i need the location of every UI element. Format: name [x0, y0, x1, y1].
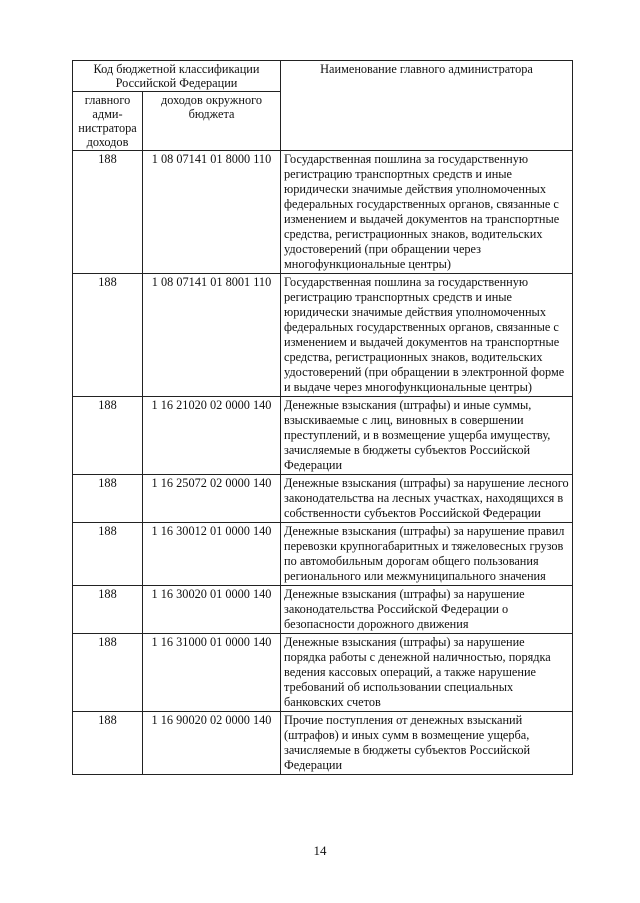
- cell-administrator-code: 188: [73, 523, 143, 586]
- header-classification-code: Код бюджетной классификации Российской Федерации: [73, 61, 281, 92]
- header-main-administrator: главного адми-нистратора доходов: [73, 92, 143, 151]
- table-row: [73, 274, 573, 397]
- cell-income-code: 1 16 30012 01 0000 140: [143, 523, 281, 586]
- table-header: [73, 61, 573, 151]
- cell-income-code: 1 16 90020 02 0000 140: [143, 712, 281, 775]
- cell-administrator-name: Прочие поступления от денежных взысканий (штрафов) и иных сумм в возмещение ущерба, зачисляемые в бюджеты субъектов Российской Федерации: [281, 712, 573, 775]
- table-row: [73, 634, 573, 712]
- cell-administrator-code: 188: [73, 397, 143, 475]
- cell-administrator-name: Государственная пошлина за государственную регистрацию транспортных средств и иные юридически значимые действия уполномоченных федеральных государственных органов, связанные с изменением и выдачей документов на транспортные средства, регистрационных знаков, водительских удостоверений (при обращении в электронной форме и выдаче через многофункциональные центры): [281, 274, 573, 397]
- table-body: [73, 151, 573, 775]
- cell-income-code: 1 08 07141 01 8000 110: [143, 151, 281, 274]
- cell-administrator-name: Денежные взыскания (штрафы) за нарушение лесного законодательства на лесных участках, находящихся в собственности субъектов Российской Федерации: [281, 475, 573, 523]
- cell-administrator-code: 188: [73, 274, 143, 397]
- page-number: 14: [313, 843, 327, 858]
- cell-administrator-code: 188: [73, 151, 143, 274]
- table-row: [73, 523, 573, 586]
- budget-classification-table: [72, 60, 573, 775]
- cell-administrator-name: Государственная пошлина за государственную регистрацию транспортных средств и иные юридически значимые действия уполномоченных федеральных государственных органов, связанные с изменением и выдачей документов на транспортные средства, регистрационных знаков, водительских удостоверений (при обращении через многофункциональные центры): [281, 151, 573, 274]
- header-district-budget-income: доходов окружного бюджета: [143, 92, 281, 151]
- cell-income-code: 1 16 21020 02 0000 140: [143, 397, 281, 475]
- cell-administrator-code: 188: [73, 475, 143, 523]
- cell-administrator-name: Денежные взыскания (штрафы) за нарушение законодательства Российской Федерации о безопасности дорожного движения: [281, 586, 573, 634]
- cell-administrator-code: 188: [73, 586, 143, 634]
- cell-administrator-name: Денежные взыскания (штрафы) и иные суммы, взыскиваемые с лиц, виновных в совершении преступлений, и в возмещение ущерба имуществу, зачисляемые в бюджеты субъектов Российской Федерации: [281, 397, 573, 475]
- cell-administrator-code: 188: [73, 634, 143, 712]
- cell-administrator-name: Денежные взыскания (штрафы) за нарушение порядка работы с денежной наличностью, порядка ведения кассовых операций, а также нарушение требований об использовании специальных банковских счетов: [281, 634, 573, 712]
- table-row: [73, 712, 573, 775]
- cell-administrator-code: 188: [73, 712, 143, 775]
- table-row: [73, 397, 573, 475]
- table-row: [73, 586, 573, 634]
- cell-income-code: 1 16 25072 02 0000 140: [143, 475, 281, 523]
- header-administrator-name: Наименование главного администратора: [281, 61, 573, 151]
- header-row-group: [73, 61, 573, 92]
- table-row: [73, 475, 573, 523]
- cell-income-code: 1 08 07141 01 8001 110: [143, 274, 281, 397]
- table-row: [73, 151, 573, 274]
- cell-administrator-name: Денежные взыскания (штрафы) за нарушение правил перевозки крупногабаритных и тяжеловесных грузов по автомобильным дорогам общего пользования регионального или межмуниципального значения: [281, 523, 573, 586]
- cell-income-code: 1 16 31000 01 0000 140: [143, 634, 281, 712]
- cell-income-code: 1 16 30020 01 0000 140: [143, 586, 281, 634]
